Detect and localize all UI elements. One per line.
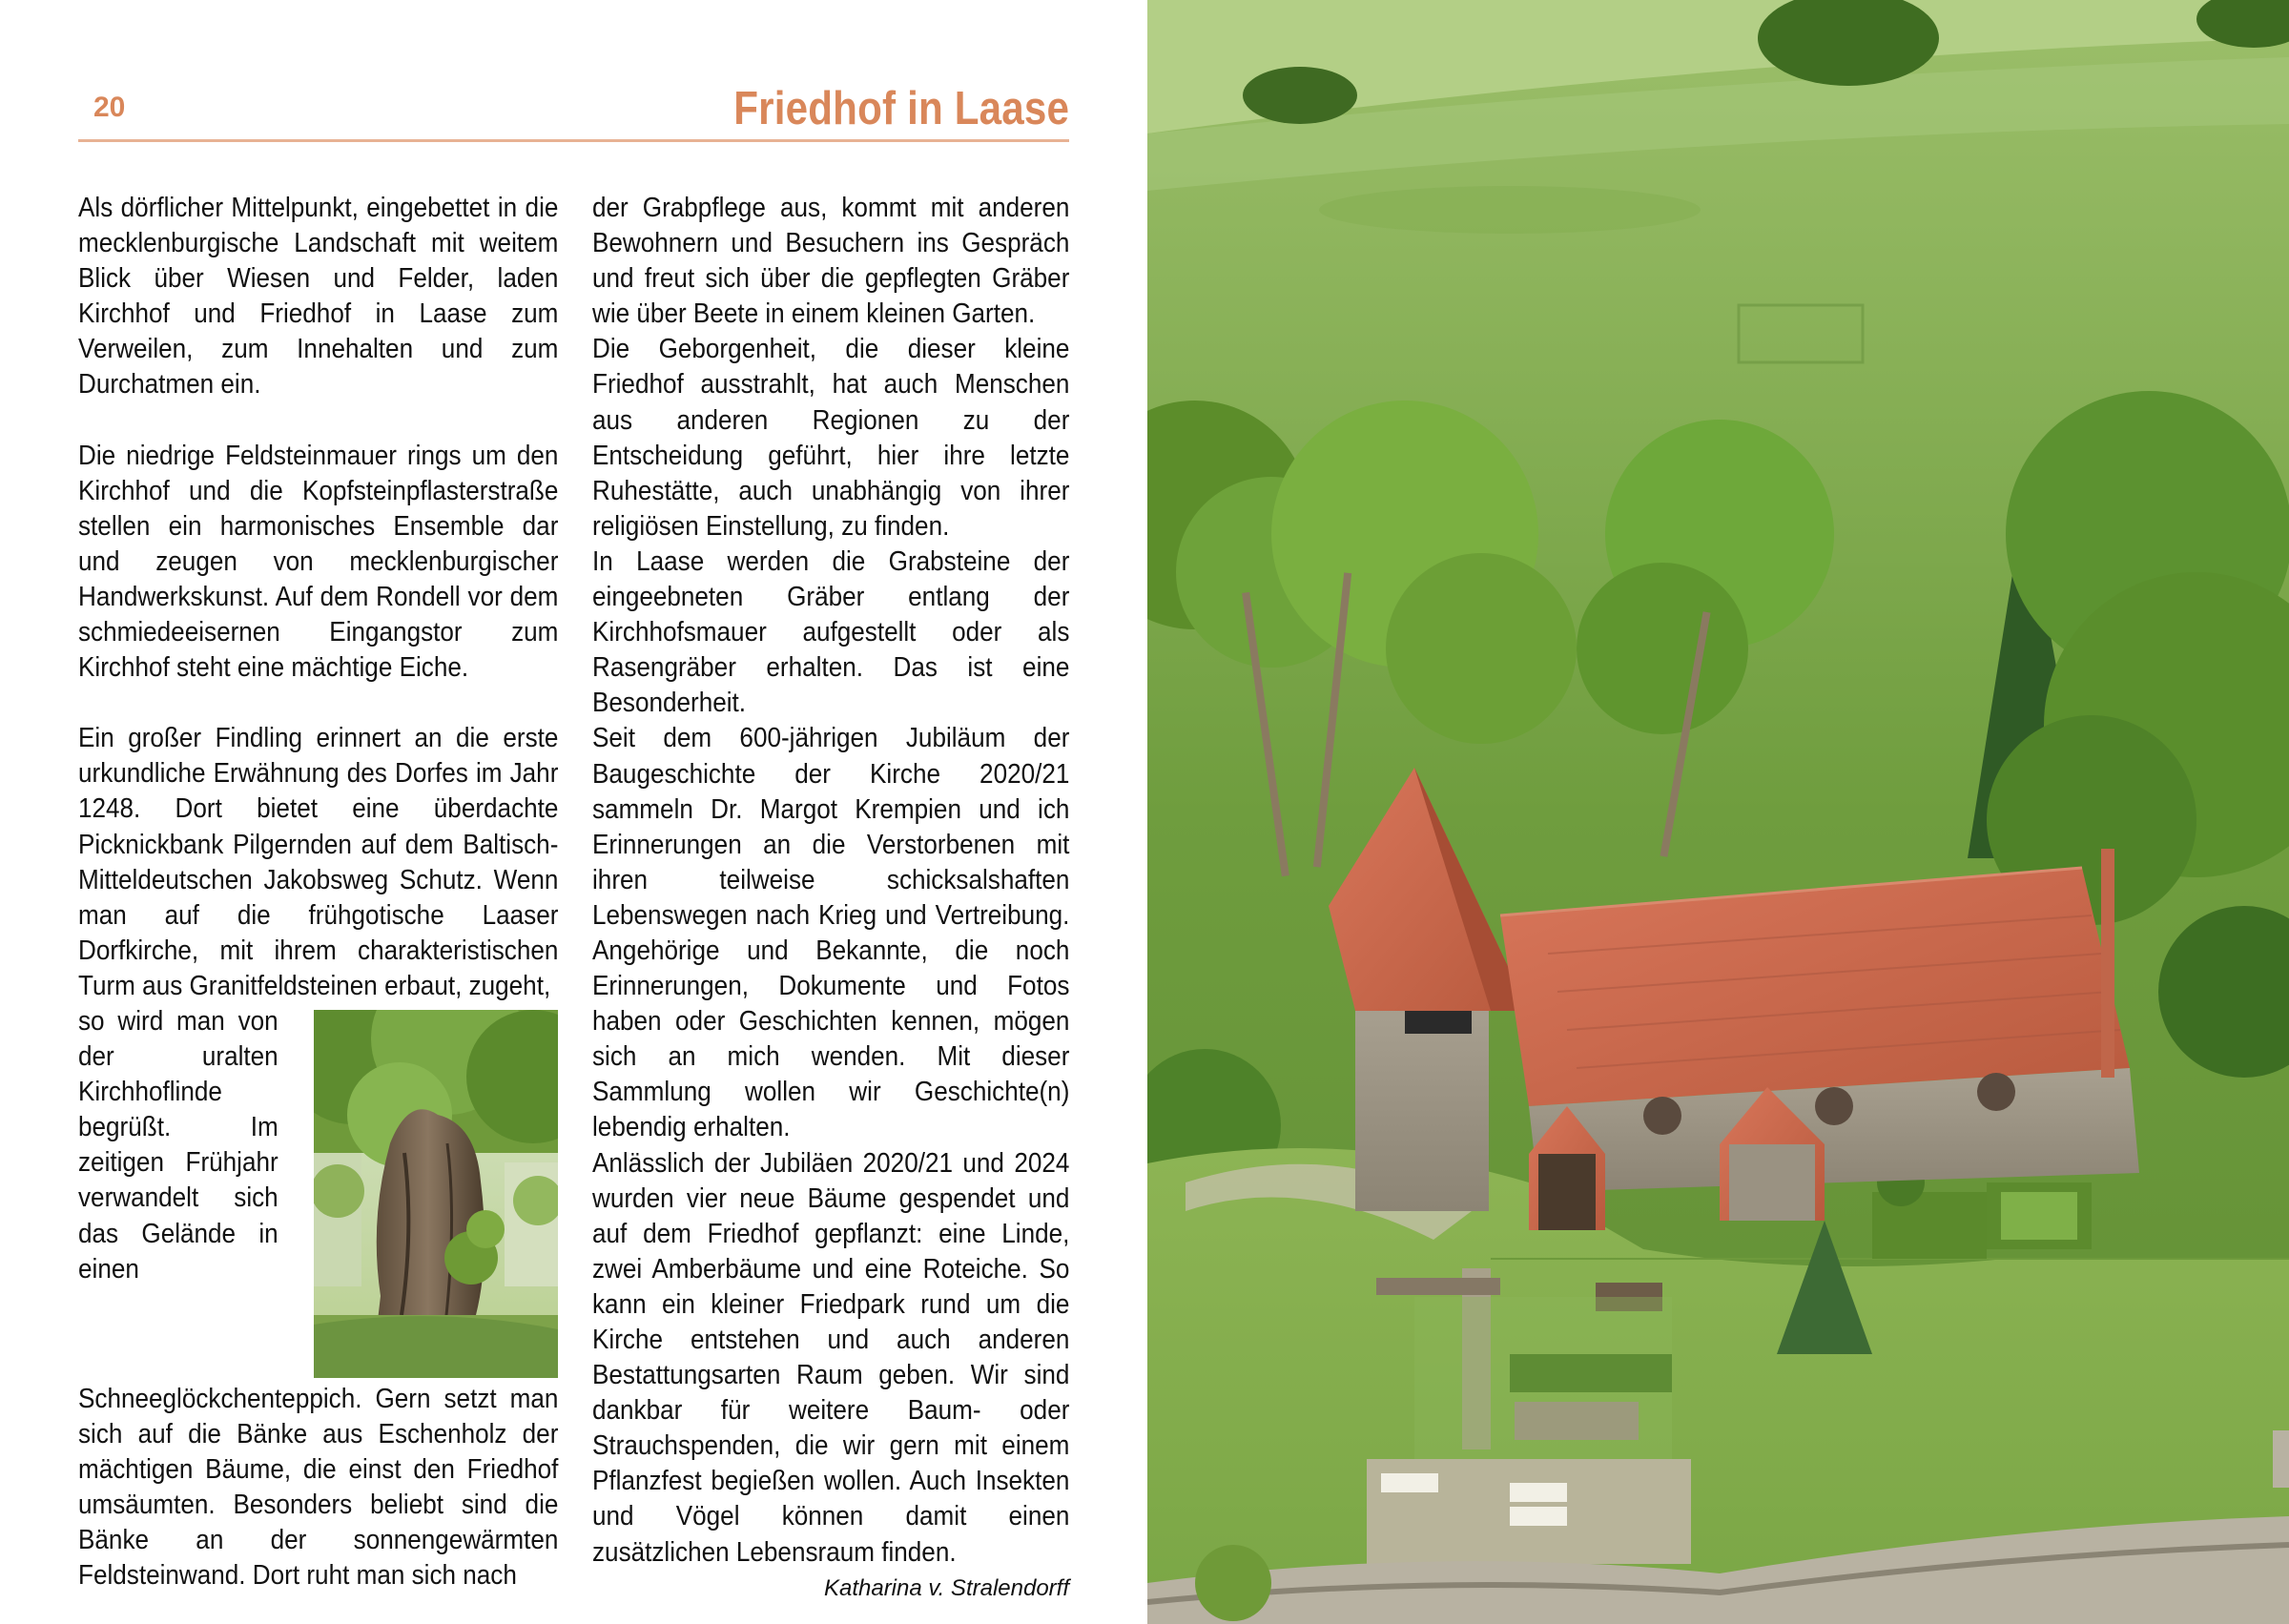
paragraph: Anlässlich der Jubiläen 2020/21 und 2024 wurden vier neue Bäume gespendet und auf dem Friedhof gepflanzt: eine Linde, zwei Amberbäume und eine Roteiche. So kann ein kleiner Friedpark rund um die Kirche entstehen und auch anderen Bestattungsarten Raum geben. Wir sind dankbar für weitere Baum- oder Strauchspenden, die wir gern mit einem Pflanzfest begießen wollen. Auch Insekten und Vögel können damit einen zusätzlichen Lebensraum finden. [592, 1147, 1070, 1568]
page-number: 20 [93, 92, 126, 123]
paragraph: der Grabpflege aus, kommt mit anderen Bewohnern und Besuchern ins Gespräch und freut sich über die gepflegten Gräber wie über Beete in einem kleinen Garten. [592, 193, 1070, 330]
page-title: Friedhof in Laase [733, 83, 1069, 134]
aerial-church-photo [1147, 0, 2289, 1624]
paragraph: Seit dem 600-jährigen Jubiläum der Baugeschichte der Kirche 2020/21 sammeln Dr. Margot Krempien und ich Erinnerungen an die Verstorbenen mit ihren teilweise schicksalshaften Lebenswegen nach Krieg und Vertreibung. Angehörige und Bekannte, die noch Erinnerungen, Dokumente und Fotos haben oder Geschichten kennen, mögen sich an mich wenden. Mit dieser Sammlung wollen wir Geschichte(n) lebendig erhalten. [592, 723, 1070, 1143]
author-signature: Katharina v. Stralendorff [823, 1574, 1069, 1601]
paragraph: Als dörflicher Mittelpunkt, eingebettet in die mecklenburgische Landschaft mit weitem Blick über Wiesen und Felder, laden Kirchhof und Friedhof in Laase zum Verweilen, zum Innehalten und zum Durchatmen ein. [78, 193, 559, 401]
church-aerial-image [1147, 0, 2289, 1624]
text-column-2 [592, 191, 1069, 1606]
paragraph: In Laase werden die Grabsteine der eingeebneten Gräber entlang der Kirchhofsmauer aufgestellt oder als Rasengräber erhalten. Das ist eine Besonderheit. [592, 545, 1070, 719]
title-rule [78, 139, 1069, 142]
text-with-inset-photo [78, 1004, 558, 1594]
paragraph: Die Geborgenheit, die dieser kleine Friedhof ausstrahlt, hat auch Menschen aus anderen Regionen zu der Entscheidung geführt, hier ihre letzte Ruhestätte, auch unabhängig von ihrer religiösen Einstellung, zu finden. [592, 334, 1070, 542]
text-column-1 [78, 191, 558, 1594]
paragraph: Die niedrige Feldsteinmauer rings um den Kirchhof und die Kopfsteinpflasterstraße stellen ein harmonisches Ensemble dar und zeugen von mecklenburgischer Handwerkskunst. Auf dem Rondell vor dem schmiedeeisernen Eingangstor zum Kirchhof steht eine mächtige Eiche. [78, 440, 559, 684]
paragraph: Ein großer Findling erinnert an die erste urkundliche Erwähnung des Dorfes im Jahr 1248. Dort bietet eine überdachte Picknickbank Pilgernden auf dem Baltisch-Mitteldeutschen Jakobsweg Schutz. Wenn man auf die frühgotische Laaser Dorfkirche, mit ihrem charakteristischen Turm aus Granitfeldsteinen erbaut, zugeht, [78, 723, 559, 1001]
paragraph: so wird man von der uralten Kirchhoflinde begrüßt. Im zeitigen Frühjahr verwandelt sich das Gelände in einen Schneeglöckchenteppich. Gern setzt man sich auf die Bänke aus Eschenholz der mächtigen Bäume, die einst den Friedhof umsäumten. Besonders beliebt sind die Bänke an der sonnengewärmten Feldsteinwand. Dort ruht man sich nach [78, 1005, 559, 1592]
